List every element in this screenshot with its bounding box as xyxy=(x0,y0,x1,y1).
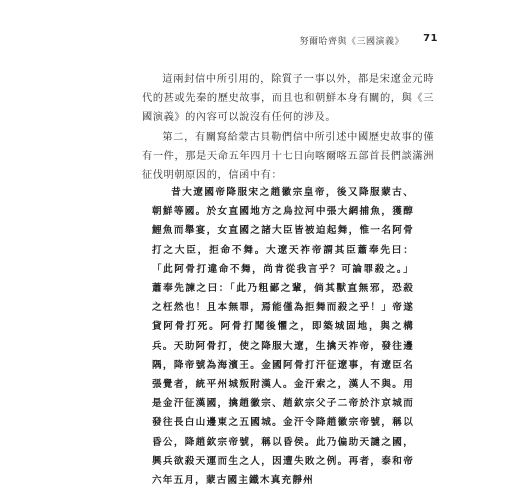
running-header xyxy=(0,34,520,48)
quote-text: 昔大遼國帝降服宋之趙徽宗皇帝，後又降服蒙古、朝鮮等國。於女直國地方之烏拉河中張大網捕魚，獲醇鯉魚而舉宴，女直國之諸大臣皆被迫起舞，惟一名阿骨打之大臣，拒命不舞。大遼天祚帝謂其臣蕭奉先曰：「此阿骨打違命不舞，尚肯從我言乎？可論罪殺之。」蕭奉先諫之曰：「此乃粗鄙之輩，倘其獸直無邪，恐殺之枉然也！且本無罪，焉能僅為拒舞而殺之乎！」帝遂貸阿骨打死。阿骨打聞後懼之，即築城固地，與之構兵。天助阿骨打，使之降服大遼，生擒天祚帝，發往邊隅，降帝號為海濱王。金國阿骨打汗征遼事，有遼臣名張覺者，統平州城叛附漢人。金汗索之，漢人不與。用是金汗征漢國，擒趙徽宗、趙欽宗父子二帝於汴京城而發往長白山邊東之五國城。金汗令降趙徽宗帝號，稱以昏公，降趙欽宗帝號，稱以昏侯。此乃偏助天譴之國，興兵欲殺天運而生之人，因遭失敗之例。再者，泰和帝六年五月，蒙古國主鐵木真充靜州 xyxy=(152,187,414,487)
paragraph-2: 第二，有關寫給蒙古貝勒們信中所引述中國歷史故事的僅有一件，那是天命五年四月十七日向喀爾喀五部首長們談滿洲征伐明朝原因的，信函中有： xyxy=(142,131,434,182)
block-quote xyxy=(152,183,414,490)
body-text xyxy=(142,70,434,185)
paragraph-1: 這兩封信中所引用的，除質子一事以外，都是宋遼金元時代的甚或先秦的歷史故事，而且也和朝鮮本身有關的，與《三國演義》的內容可以說沒有任何的涉及。 xyxy=(142,74,434,124)
page-number: 71 xyxy=(423,33,438,44)
running-title: 努爾哈齊與《三國演義》 xyxy=(299,37,404,47)
